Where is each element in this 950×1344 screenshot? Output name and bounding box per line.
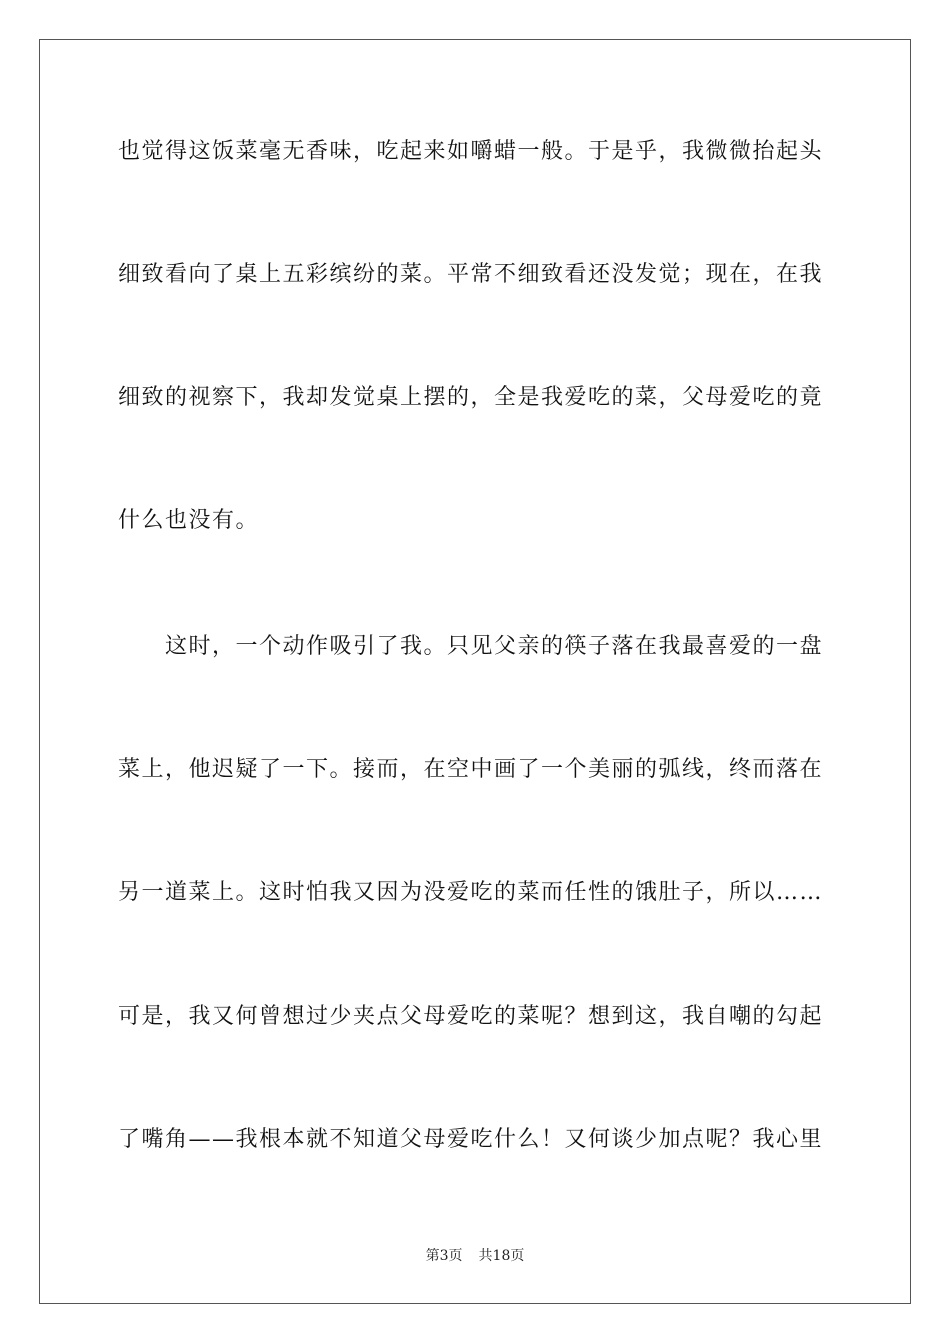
page-frame	[39, 39, 911, 1304]
text-line: 可是，我又何曾想过少夹点父母爱吃的菜呢？想到这，我自嘲的勾起	[118, 1004, 824, 1029]
text-line: 细致的视察下，我却发觉桌上摆的，全是我爱吃的菜，父母爱吃的竟	[118, 385, 824, 410]
text-line: 另一道菜上。这时怕我又因为没爱吃的菜而任性的饿肚子，所以……	[118, 880, 824, 905]
text-line: 什么也没有。	[118, 508, 260, 533]
text-line: 了嘴角——我根本就不知道父母爱吃什么！又何谈少加点呢？我心里	[118, 1127, 824, 1152]
page-number: 第3页	[425, 1248, 463, 1264]
page-footer	[0, 1247, 950, 1265]
text-line: 细致看向了桌上五彩缤纷的菜。平常不细致看还没发觉；现在，在我	[118, 262, 824, 287]
text-line-paragraph-start: 这时，一个动作吸引了我。只见父亲的筷子落在我最喜爱的一盘	[165, 634, 824, 659]
page-total: 共18页	[478, 1248, 525, 1264]
text-line: 也觉得这饭菜毫无香味，吃起来如嚼蜡一般。于是乎，我微微抬起头	[118, 139, 824, 164]
text-line: 菜上，他迟疑了一下。接而，在空中画了一个美丽的弧线，终而落在	[118, 757, 824, 782]
